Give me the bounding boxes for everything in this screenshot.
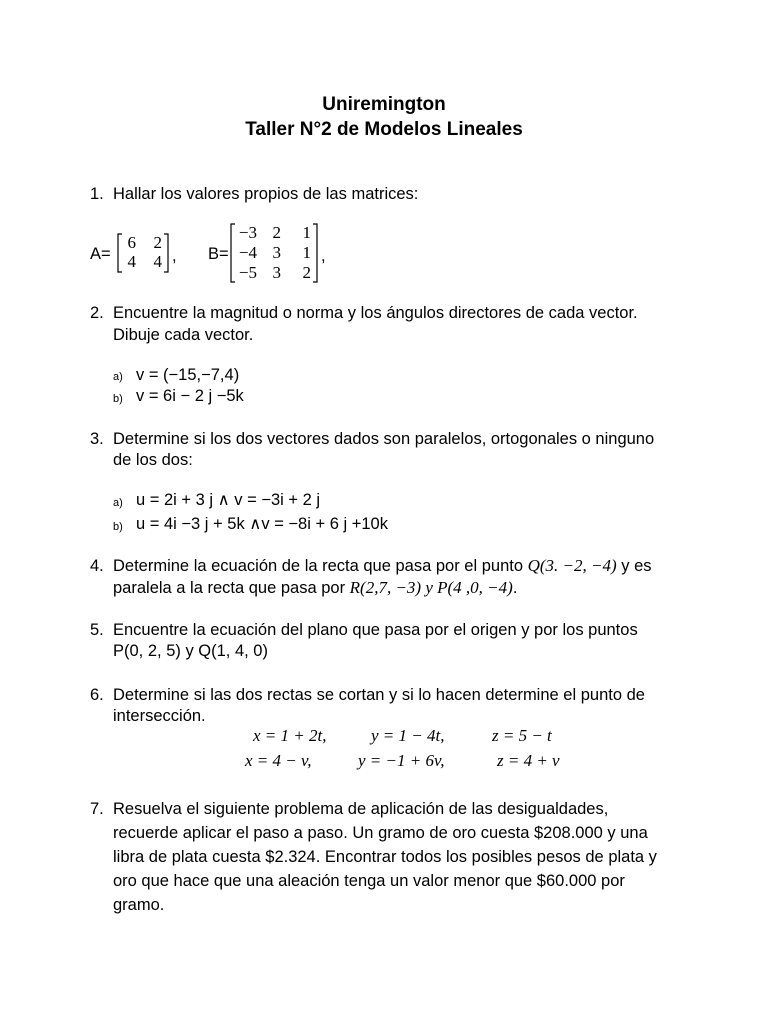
matrix-a-cell: 2	[153, 233, 162, 252]
page-title: Taller N°2 de Modelos Lineales	[245, 119, 523, 140]
q7-text-line: gramo.	[113, 896, 165, 914]
matrix-a-cell: 6	[127, 233, 136, 252]
q7-text-line: recuerde aplicar el paso a paso. Un gramo de oro cuesta $208.000 y una	[113, 824, 648, 842]
q4-line2	[113, 577, 517, 599]
matrix-a-separator: ,	[172, 247, 177, 265]
q5-text-line1: Encuentre la ecuación del plano que pasa por el origen y por los puntos	[113, 621, 638, 639]
q4-line2-text: paralela a la recta que pasa por	[113, 579, 350, 597]
q3-number: 3.	[90, 430, 104, 448]
q1-number: 1.	[90, 185, 104, 203]
matrix-b-cell: 2	[302, 263, 311, 282]
q4-line1	[113, 555, 652, 577]
q2-text-line1: Encuentre la magnitud o norma y los ángulos directores de cada vector.	[113, 304, 638, 322]
q6-eq1-x: x = 1 + 2t,	[253, 726, 327, 745]
q2-item-b-label: b)	[113, 393, 123, 405]
q6-eq2-z: z = 4 + v	[497, 751, 560, 770]
q2-number: 2.	[90, 304, 104, 322]
matrix-b-separator: ,	[321, 247, 326, 265]
q6-eq1-z: z = 5 − t	[492, 726, 552, 745]
q3-text-line2: de los dos:	[113, 451, 193, 469]
q7-text-line: oro que hace que una aleación tenga un valor menor que $60.000 por	[113, 872, 625, 890]
matrix-b-cell: 3	[272, 243, 281, 262]
q4-line2-tail: .	[512, 579, 518, 597]
q5-text-line2: P(0, 2, 5) y Q(1, 4, 0)	[113, 642, 268, 660]
q3-item-a-label: a)	[113, 497, 123, 509]
matrix-a-cell: 4	[127, 252, 136, 271]
matrix-b	[229, 222, 321, 284]
q5-number: 5.	[90, 621, 104, 639]
q7-number: 7.	[90, 800, 104, 818]
q2-item-a: v = (−15,−7,4)	[136, 366, 240, 384]
q7-text-line: Resuelva el siguiente problema de aplicación de las desigualdades,	[113, 800, 609, 818]
q6-text-line1: Determine si las dos rectas se cortan y si lo hacen determine el punto de	[113, 686, 645, 704]
q4-line1-text: Determine la ecuación de la recta que pasa por el punto	[113, 557, 528, 575]
q3-text-line1: Determine si los dos vectores dados son paralelos, ortogonales o ninguno	[113, 430, 655, 448]
q1-text: Hallar los valores propios de las matrices:	[113, 185, 419, 203]
q4-number: 4.	[90, 557, 104, 575]
institution-title: Uniremington	[322, 94, 446, 115]
q2-text-line2: Dibuje cada vector.	[113, 326, 254, 344]
q6-eq1-y: y = 1 − 4t,	[371, 726, 445, 745]
q6-eq2-x: x = 4 − v,	[245, 751, 312, 770]
q3-item-b-label: b)	[113, 521, 123, 533]
matrix-a-cell: 4	[153, 252, 162, 271]
matrix-a-label: A=	[90, 245, 111, 263]
q6-text-line2: intersección.	[113, 707, 206, 725]
matrix-b-cell: 1	[302, 223, 311, 242]
matrix-b-cell: 1	[302, 243, 311, 262]
q3-item-b: u = 4i −3 j + 5k ∧v = −8i + 6 j +10k	[136, 515, 388, 533]
q3-item-a: u = 2i + 3 j ∧ v = −3i + 2 j	[136, 491, 321, 509]
q4-point-q: Q(3. −2, −4)	[527, 556, 617, 575]
q2-item-b: v = 6i − 2 j −5k	[136, 387, 244, 405]
matrix-b-label: B=	[208, 245, 229, 263]
q6-number: 6.	[90, 686, 104, 704]
matrix-b-cell: −5	[238, 263, 257, 282]
q6-eq2-y: y = −1 + 6v,	[358, 751, 445, 770]
q4-points-rp: R(2,7, −3) y P(4 ,0, −4)	[349, 578, 513, 597]
matrix-b-cell: 2	[272, 223, 281, 242]
q4-line1-tail: y es	[616, 557, 652, 575]
q2-item-a-label: a)	[113, 371, 123, 383]
q7-text-line: libra de plata cuesta $2.324. Encontrar todos los posibles pesos de plata y	[113, 848, 657, 866]
matrix-b-cell: −3	[238, 223, 257, 242]
matrix-a	[116, 232, 172, 274]
matrix-b-cell: −4	[238, 243, 257, 262]
matrix-b-cell: 3	[272, 263, 281, 282]
